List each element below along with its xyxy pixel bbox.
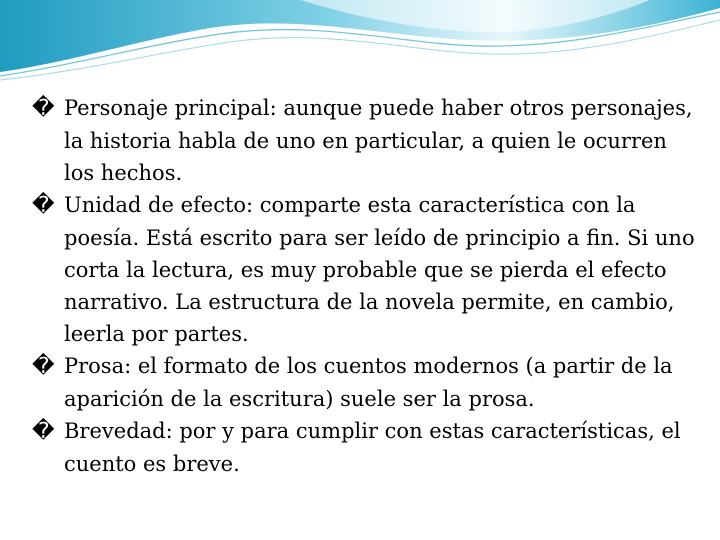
bullet-text: Prosa: el formato de los cuentos modernos (a partir de la aparición de la escritura) suele ser la prosa. [64,354,673,411]
bullet-icon: � [32,193,55,218]
bullet-list [32,92,702,480]
bullet-text: Unidad de efecto: comparte esta característica con la poesía. Está escrito para ser leído de principio a fin. Si uno corta la lectura, es muy probable que se pierda el efecto narrativo. La estructura de la novela permite, en cambio, leerla por partes. [64,193,695,346]
header-wave-decoration [0,0,720,90]
bullet-item-prosa [32,350,702,415]
bullet-icon: � [32,96,55,121]
bullet-icon: � [32,354,55,379]
bullet-text: Personaje principal: aunque puede haber otros personajes, la historia habla de uno en particular, a quien le ocurren los hechos. [64,96,693,185]
bullet-text: Brevedad: por y para cumplir con estas características, el cuento es breve. [64,419,681,476]
bullet-item-unidad [32,189,702,350]
bullet-item-brevedad [32,415,702,480]
bullet-icon: � [32,419,55,444]
bullet-item-personaje [32,92,702,189]
